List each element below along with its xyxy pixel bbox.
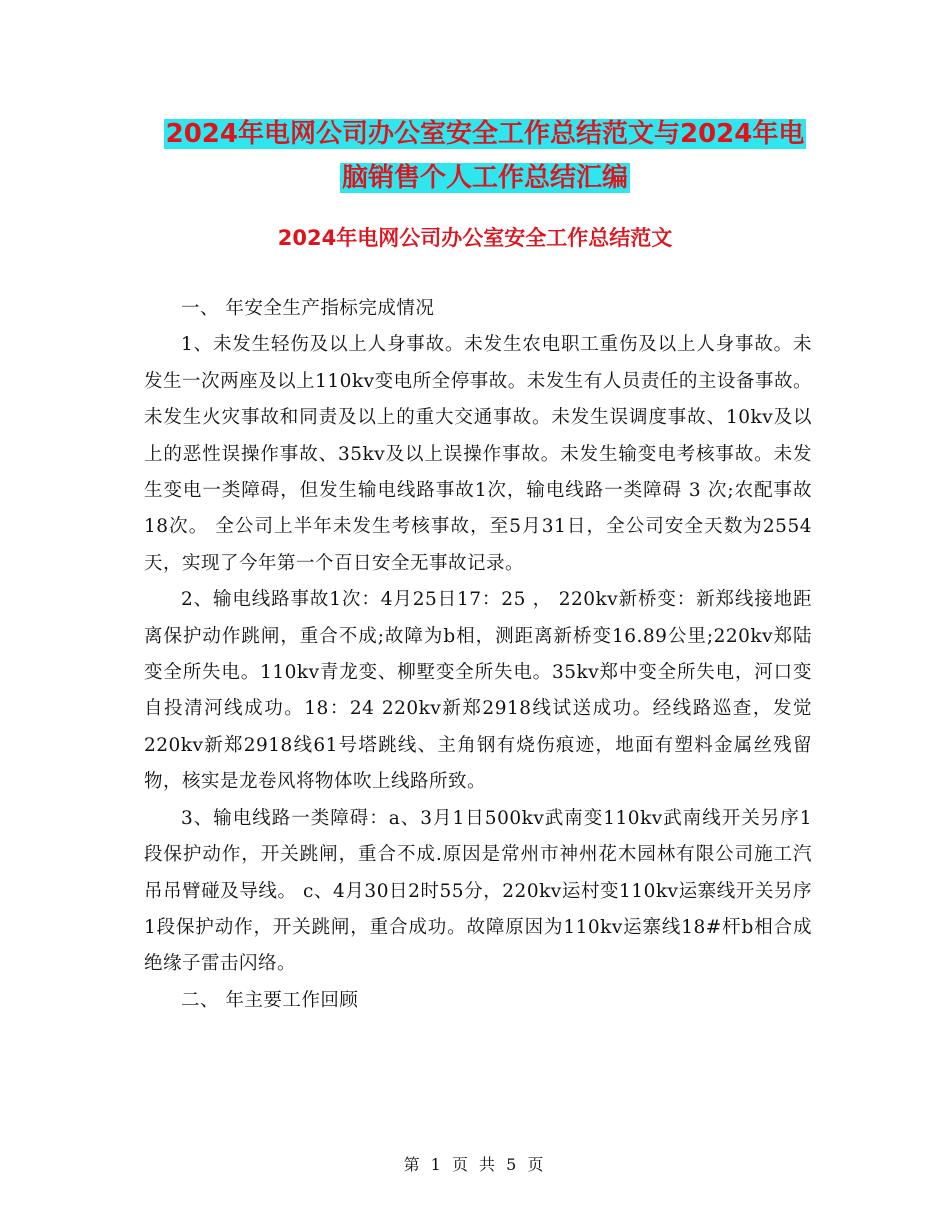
paragraph-1: 1、未发生轻伤及以上人身事故。未发生农电职工重伤及以上人身事故。未发生一次两座及以上110kv变电所全停事故。未发生有人员责任的主设备事故。未发生火灾事故和同责及以上的重大交通事故。未发生误调度事故、10kv及以上的恶性误操作事故、35kv及以上误操作事故。未发生输变电考核事故。未发生变电一类障碍，但发生输电线路事故1次，输电线路一类障碍 3 次;农配事故 18次。 全公司上半年未发生考核事故，至5月31日，全公司安全天数为2554 天，实现了今年第一个百日安全无事故记录。 <box>144 334 812 574</box>
paragraph-3: 3、输电线路一类障碍：a、3月1日500kv武南变110kv武南线开关另序1段保护动作，开关跳闸，重合不成.原因是常州市神州花木园林有限公司施工汽吊吊臂碰及导线。 c、4月30日2时55分，220kv运村变110kv运寨线开关另序1段保护动作，开关跳闸，重合成功。故障原因为110kv运寨线18#杆b相合成绝缘子雷击闪络。 <box>144 807 812 975</box>
document-body <box>144 291 812 1019</box>
document-title-line-1: 2024年电网公司办公室安全工作总结范文与2024年电 <box>165 119 805 149</box>
document-title <box>140 112 830 200</box>
paragraph-2: 2、输电线路事故1次：4月25日17：25 ， 220kv新桥变：新郑线接地距离保护动作跳闸，重合不成;故障为b相，测距离新桥变16.89公里;220kv郑陆变全所失电。110kv青龙变、柳墅变全所失电。35kv郑中变全所失电，河口变自投清河线成功。18：24 220kv新郑2918线试送成功。经线路巡查，发觉220kv新郑2918线61号塔跳线、主角钢有烧伤痕迹，地面有塑料金属丝残留物，核实是龙卷风将物体吹上线路所致。 <box>144 589 812 793</box>
document-title-line-2: 脑销售个人工作总结汇编 <box>341 163 628 193</box>
section-heading-1: 一、 年安全生产指标完成情况 <box>181 298 435 319</box>
section-title: 2024年电网公司办公室安全工作总结范文 <box>277 226 673 250</box>
page-number-footer: 第 1 页 共 5 页 <box>403 1155 547 1174</box>
section-heading-2: 二、 年主要工作回顾 <box>181 989 359 1011</box>
